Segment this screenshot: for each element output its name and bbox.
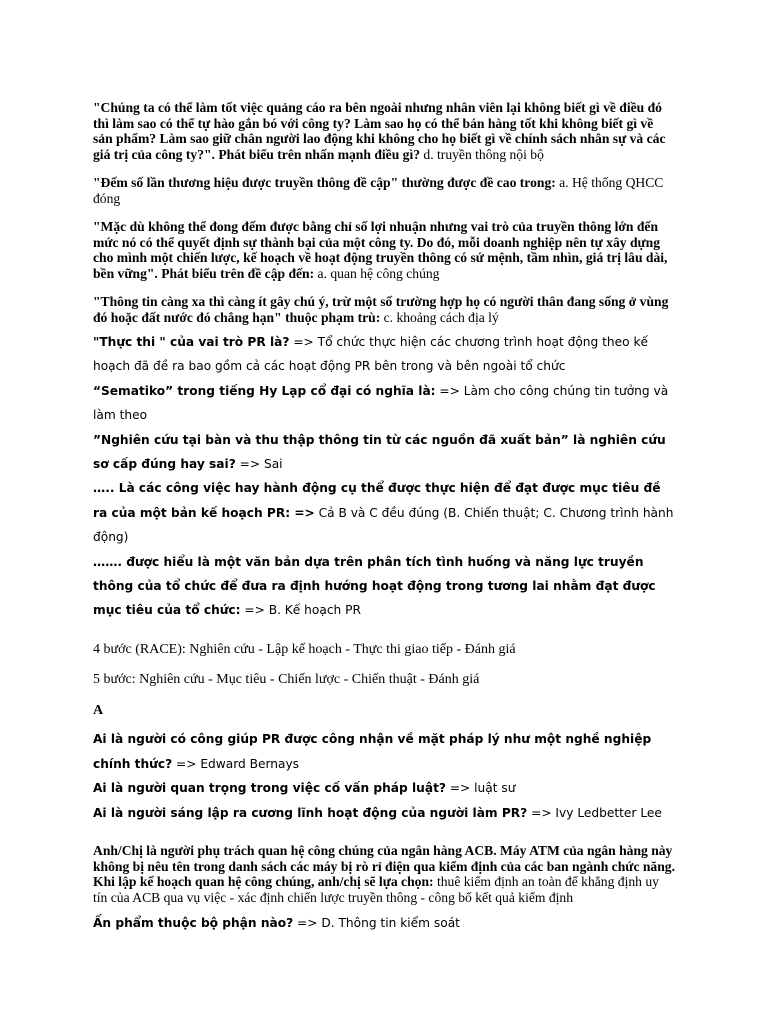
answer-text: => Edward Bernays bbox=[172, 756, 300, 771]
question-internal-communication bbox=[93, 100, 675, 162]
question-text: ……. được hiểu là một văn bản dựa trên phân tích tình huống và năng lực truyền thông của tổ chức để đưa ra định hướng hoạt động trong tương lai nhằm đạt được mục tiêu của tổ chức: bbox=[93, 554, 656, 618]
question-text: "Chúng ta có thể làm tốt việc quảng cáo ra bên ngoài nhưng nhân viên lại không biết gì về điều đó thì làm sao có thể tự hào gắn bó với công ty? Làm sao họ có thể bán hàng tốt khi không biết gì về sản phẩm? Làm sao giữ chân người lao động khi không cho họ biết gì về chính sách nhân sự và các giá trị của công ty?". Phát biểu trên nhấn mạnh điều gì? bbox=[93, 100, 666, 162]
answer-text: => Ivy Ledbetter Lee bbox=[527, 805, 662, 820]
question-text: "Thực thi " của vai trò PR là? bbox=[93, 335, 290, 349]
question-ivy-lee bbox=[93, 801, 675, 825]
question-text: Anh/Chị là người phụ trách quan hệ công chúng của ngân hàng ACB. Máy ATM của ngân hàng này không bị nêu tên trong danh sách các máy bị rò rỉ điện qua kiểm định của các ban ngành chức năng. Khi lập kế hoạch quan hệ công chúng, anh/chị sẽ lựa chọn: bbox=[93, 843, 675, 889]
race-steps: 4 bước (RACE): Nghiên cứu - Lập kế hoạch - Thực thi giao tiếp - Đánh giá bbox=[93, 641, 516, 657]
document-page bbox=[93, 100, 675, 935]
answer-text: => D. Thông tin kiểm soát bbox=[293, 916, 460, 930]
question-acb-atm bbox=[93, 843, 675, 905]
question-pr-plan bbox=[93, 550, 675, 623]
section-heading-a: A bbox=[93, 702, 104, 718]
answer-text: d. truyền thông nội bộ bbox=[420, 146, 544, 162]
answer-text: => B. Kế hoạch PR bbox=[240, 603, 361, 618]
question-text: ….. Là các công việc hay hành động cụ thể được thực hiện để đạt được mục tiêu đề ra của một bản kế hoạch PR: => bbox=[93, 481, 661, 520]
question-text: "Đếm số lần thương hiệu được truyền thông đề cập" thường được đề cao trong: bbox=[93, 175, 556, 190]
question-geographic-distance bbox=[93, 294, 675, 325]
question-desk-research bbox=[93, 428, 675, 477]
question-publication bbox=[93, 911, 675, 935]
question-text: Ai là người có công giúp PR được công nhận về mặt pháp lý như một nghề nghiệp chính thức? bbox=[93, 732, 652, 771]
question-pr-tactics bbox=[93, 476, 675, 549]
question-legal-advisor bbox=[93, 776, 675, 800]
answer-text: => luật sư bbox=[445, 781, 516, 796]
question-text: Ai là người sáng lập ra cương lĩnh hoạt động của người làm PR? bbox=[93, 805, 528, 820]
answer-text: c. khoảng cách địa lý bbox=[380, 309, 499, 325]
answer-text: Cả B và C đều đúng (B. Chiến thuật; C. Chương trình hành động) bbox=[93, 505, 674, 545]
question-sematiko bbox=[93, 379, 675, 428]
answer-text: a. quan hệ công chúng bbox=[314, 265, 440, 281]
five-steps: 5 bước: Nghiên cứu - Mục tiêu - Chiến lược - Chiến thuật - Đánh giá bbox=[93, 672, 480, 688]
answer-text: thuê kiểm định an toàn để khẳng định uy tín của ACB qua vụ việc - xác định chiến lược truyền thông - công bố kết quả kiểm định bbox=[93, 874, 659, 905]
question-text: "Mặc dù không thể đong đếm được bằng chỉ số lợi nhuận nhưng vai trò của truyền thông lớn đến mức nó có thể quyết định sự thành bại của một công ty. Do đó, mỗi doanh nghiệp nên tự xây dựng cho mình một chiến lược, kế hoạch về hoạt động truyền thông có sứ mệnh, tầm nhìn, giá trị lâu dài, bền vững". Phát biểu trên đề cập đến: bbox=[93, 219, 668, 281]
question-brand-mentions bbox=[93, 175, 675, 206]
question-text: Ấn phẩm thuộc bộ phận nào? bbox=[93, 916, 294, 930]
question-edward-bernays bbox=[93, 727, 675, 776]
question-communication-role bbox=[93, 219, 675, 281]
question-text: "Thông tin càng xa thì càng ít gây chú ý, trừ một số trường hợp họ có người thân đang sống ở vùng đó hoặc đất nước đó chẳng hạn" thuộc phạm trù: bbox=[93, 294, 669, 325]
question-implementation-role bbox=[93, 330, 675, 379]
question-text: “Sematiko” trong tiếng Hy Lạp cổ đại có nghĩa là: bbox=[93, 383, 436, 398]
answer-text: => Sai bbox=[235, 457, 283, 472]
answer-text: => Tổ chức thực hiện các chương trình hoạt động theo kế hoạch đã đề ra bao gồm cả các hoạt động PR bên trong và bên ngoài tổ chức bbox=[93, 335, 649, 374]
answer-text: => Làm cho công chúng tin tưởng và làm theo bbox=[93, 383, 669, 423]
answer-text: a. Hệ thống QHCC đóng bbox=[93, 175, 664, 206]
question-text: ”Nghiên cứu tại bàn và thu thập thông tin từ các nguồn đã xuất bản” là nghiên cứu sơ cấp đúng hay sai? bbox=[93, 432, 666, 472]
question-text: Ai là người quan trọng trong việc cố vấn pháp luật? bbox=[93, 781, 446, 796]
